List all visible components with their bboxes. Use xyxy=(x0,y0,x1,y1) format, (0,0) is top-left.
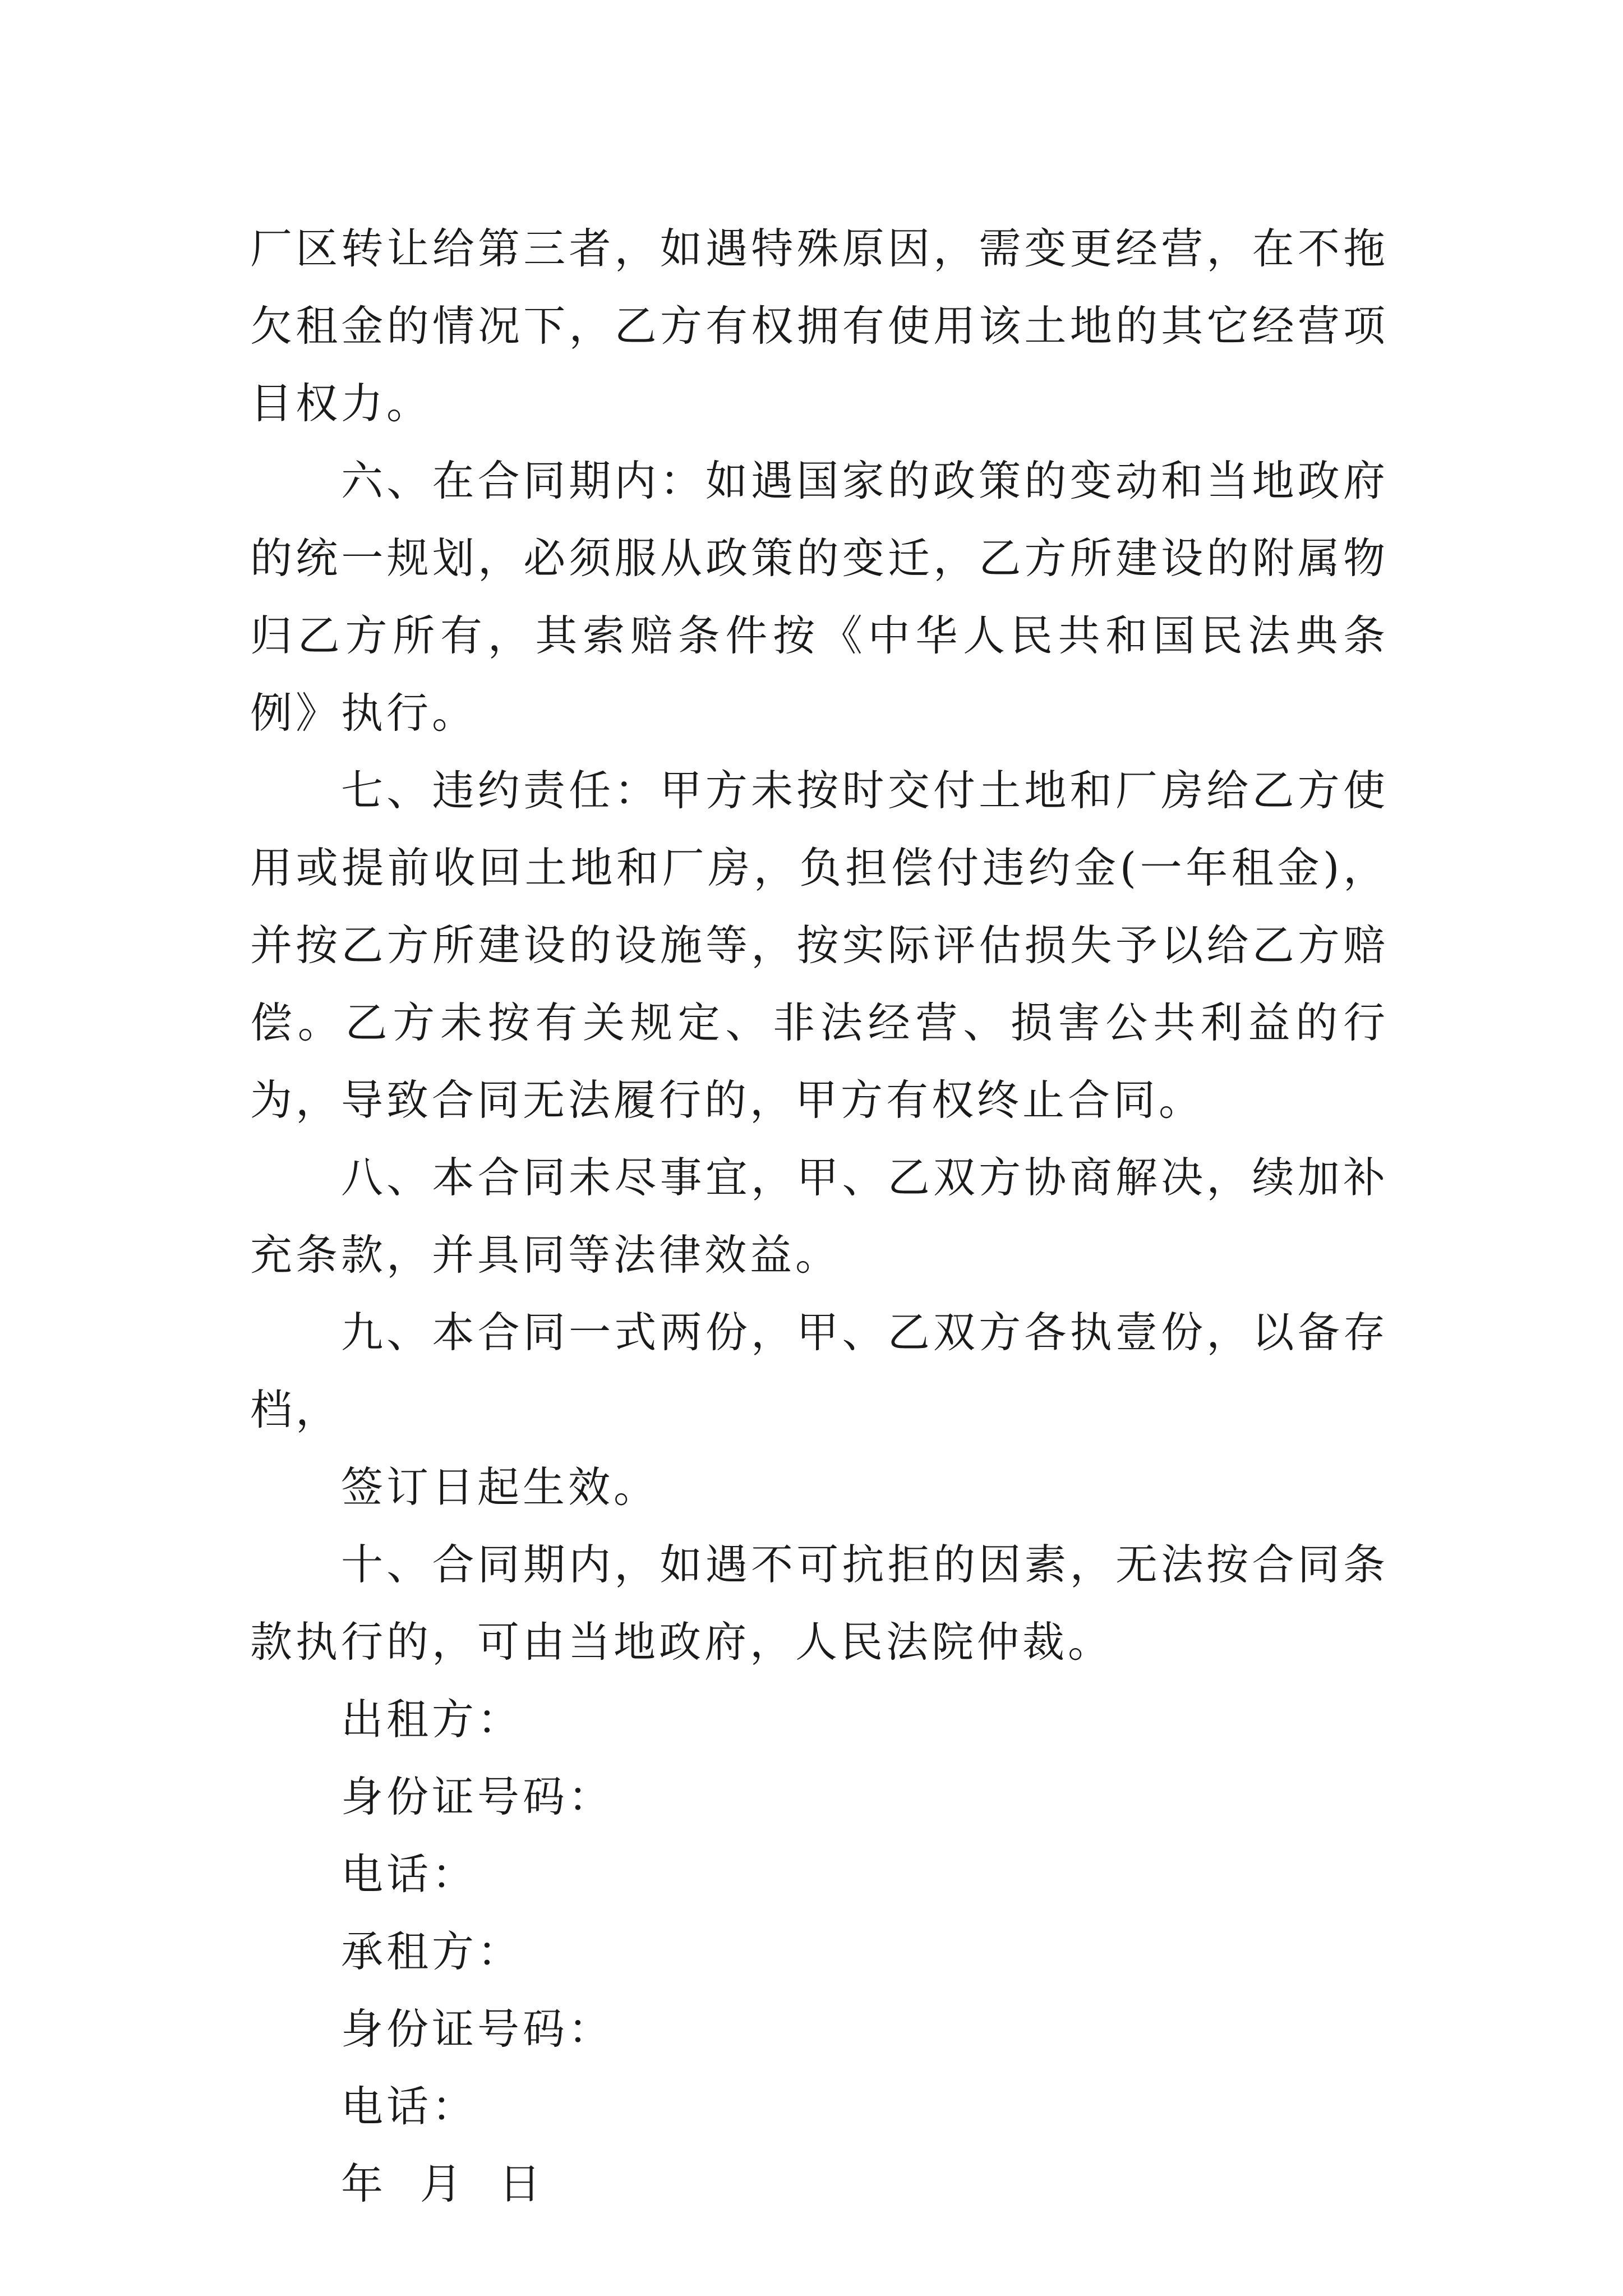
clause-ten: 十、合同期内，如遇不可抗拒的因素，无法按合同条款执行的，可由当地政府，人民法院仲裁。 xyxy=(250,1540,1389,1667)
clause-nine: 九、本合同一式两份，甲、乙双方各执壹份，以备存档， xyxy=(250,1308,1389,1434)
lessee-id-label: 身份证号码： xyxy=(341,2004,614,2054)
lessor-label: 出租方： xyxy=(341,1695,523,1744)
lessee-label: 承租方： xyxy=(341,1927,523,1976)
signature-block xyxy=(250,1681,1389,2223)
clause-seven: 七、违约责任：甲方未按时交付土地和厂房给乙方使用或提前收回土地和厂房，负担偿付违约金(一年租金)，并按乙方所建设的设施等，按实际评估损失予以给乙方赔偿。乙方未按有关规定、非法经营、损害公共利益的行为，导致合同无法履行的，甲方有权终止合同。 xyxy=(250,766,1389,1125)
contract-body xyxy=(250,210,1389,2223)
clause-eight: 八、本合同未尽事宜，甲、乙双方协商解决，续加补充条款，并具同等法律效益。 xyxy=(250,1153,1389,1280)
lessor-id-label: 身份证号码： xyxy=(341,1772,614,1821)
paragraph-continuation: 厂区转让给第三者，如遇特殊原因，需变更经营，在不拖欠租金的情况下，乙方有权拥有使用该土地的其它经营项目权力。 xyxy=(250,224,1389,428)
lessor-phone-label: 电话： xyxy=(341,1849,478,1899)
clause-nine-continuation: 签订日起生效。 xyxy=(341,1462,660,1512)
clause-six: 六、在合同期内：如遇国家的政策的变动和当地政府的统一规划，必须服从政策的变迁，乙方所建设的附属物归乙方所有，其索赔条件按《中华人民共和国民法典条例》执行。 xyxy=(250,456,1389,738)
lessee-phone-label: 电话： xyxy=(341,2082,478,2131)
date-line: 年 月 日 xyxy=(341,2159,545,2208)
